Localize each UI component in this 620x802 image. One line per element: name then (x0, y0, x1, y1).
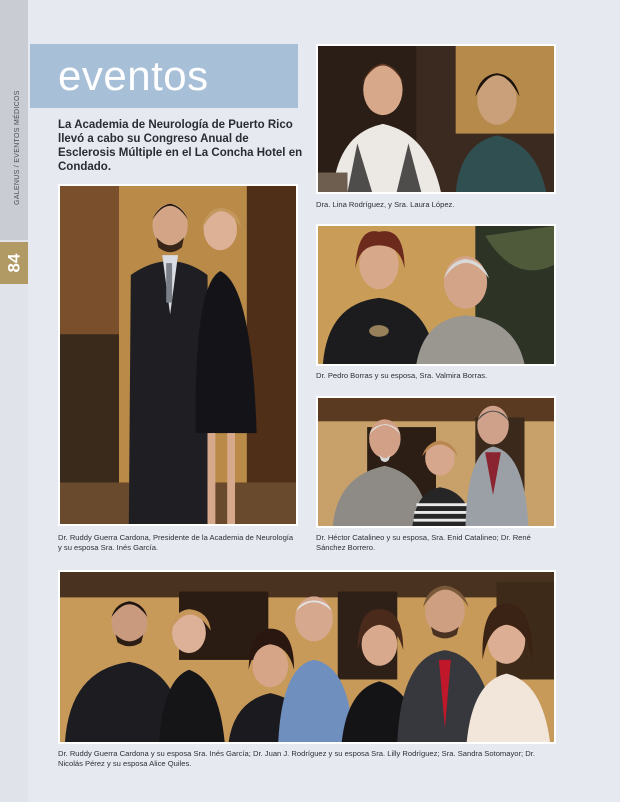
photo-two-women (316, 44, 556, 194)
page-number-tab (0, 242, 28, 284)
section-title-banner (30, 44, 298, 108)
caption-photo-group: Dr. Ruddy Guerra Cardona y su esposa Sra. Inés García; Dr. Juan J. Rodríguez y su esposa Sra. Lilly Rodríguez; Sra. Sandra Sotomayor; Dr. Nicolás Pérez y su esposa Alice Quiles. (58, 749, 535, 768)
photo-three-people (316, 396, 556, 528)
photo-group-image (60, 572, 554, 742)
intro-paragraph: La Academia de Neurología de Puerto Rico llevó a cabo su Congreso Anual de Esclerosis Múltiple en el La Concha Hotel en Condado. (58, 119, 303, 173)
page-number: 84 (3, 253, 23, 273)
section-title: eventos (58, 52, 209, 99)
photo-older-couple-image (318, 226, 554, 364)
caption-photo-older-couple: Dr. Pedro Borras y su esposa, Sra. Valmira Borras. (316, 371, 488, 380)
photo-two-women-image (318, 46, 554, 192)
photo-older-couple (316, 224, 556, 366)
caption-photo-three-people: Dr. Héctor Catalineo y su esposa, Sra. Enid Catalineo; Dr. René Sánchez Borrero. (316, 533, 531, 552)
caption-photo-couple-standing: Dr. Ruddy Guerra Cardona, Presidente de la Academia de Neurología y su esposa Sra. Inés García. (58, 533, 294, 552)
photo-couple-standing (58, 184, 298, 526)
caption-photo-two-women: Dra. Lina Rodríguez, y Sra. Laura López. (316, 200, 455, 209)
section-label: GALENUS / EVENTOS MÉDICOS (14, 90, 21, 205)
photo-group (58, 570, 556, 744)
photo-couple-standing-image (60, 186, 296, 524)
photo-three-people-image (318, 398, 554, 526)
